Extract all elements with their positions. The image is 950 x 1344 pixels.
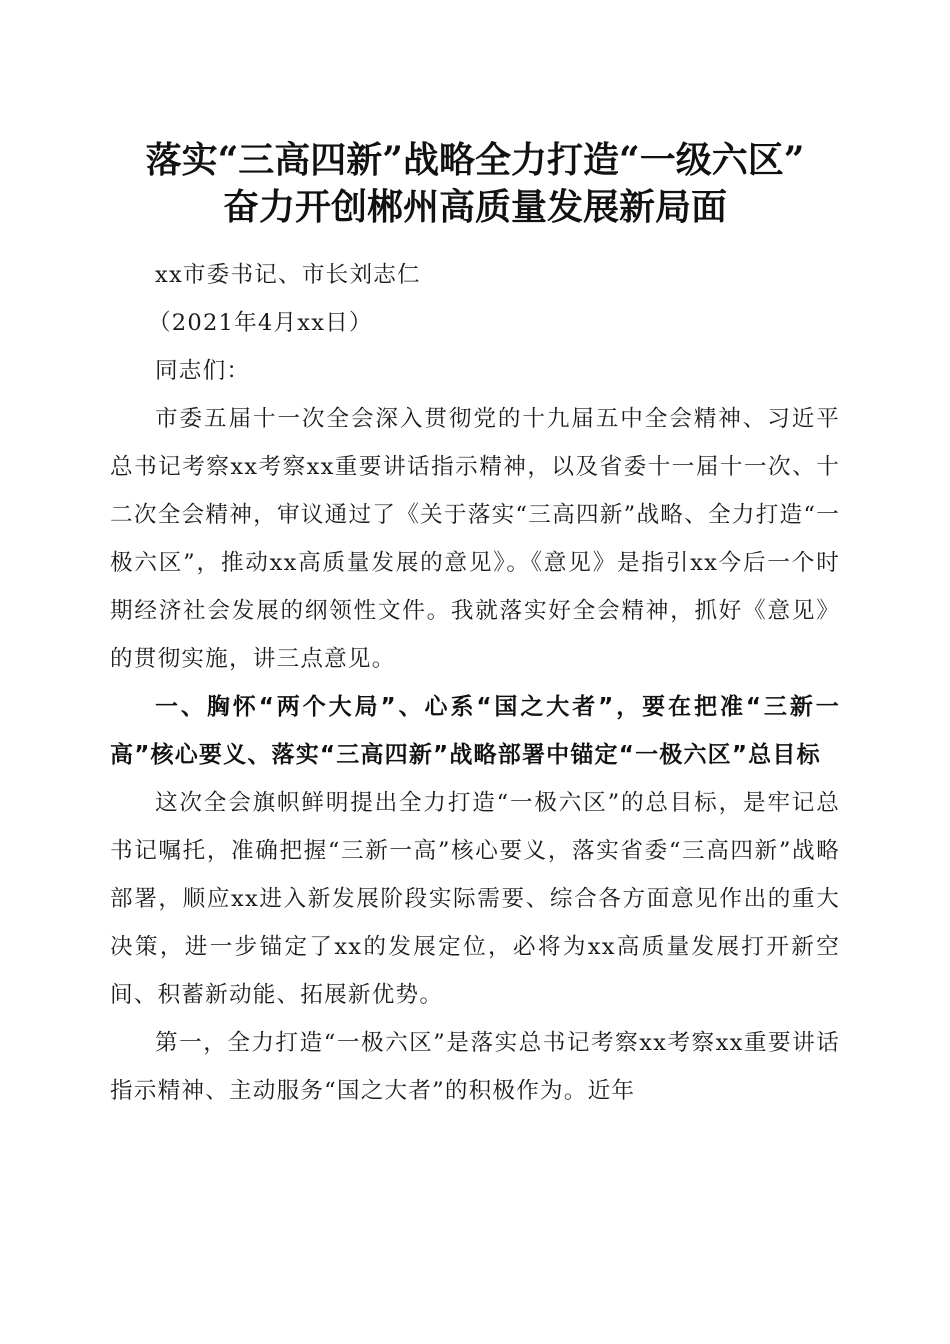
document-body [110,251,840,1115]
section1-paragraph-1: 这次全会旗帜鲜明提出全力打造“一极六区”的总目标，是牢记总书记嘱托，准确把握“三新一高”核心要义，落实省委“三高四新”战略部署，顺应xx进入新发展阶段实际需要、综合各方面意见作出的重大决策，进一步锚定了xx的发展定位，必将为xx高质量发展打开新空间、积蓄新动能、拓展新优势。 [110,790,840,1008]
date-line: （2021年4月xx日） [148,310,373,336]
salutation: 同志们： [155,358,251,384]
author-line: xx市委书记、市长刘志仁 [155,262,421,288]
document-title-line-1: 落实“三高四新”战略全力打造“一级六区” [145,139,805,181]
intro-paragraph: 市委五届十一次全会深入贯彻党的十九届五中全会精神、习近平总书记考察xx考察xx重要讲话指示精神，以及省委十一届十一次、十二次全会精神，审议通过了《关于落实“三高四新”战略、全力打造“一极六区”，推动xx高质量发展的意见》。《意见》是指引xx今后一个时期经济社会发展的纲领性文件。我就落实好全会精神，抓好《意见》的贯彻实施，讲三点意见。 [110,406,840,672]
section-heading-1: 一、胸怀“两个大局”、心系“国之大者”，要在把准“三新一高”核心要义、落实“三高四新”战略部署中锚定“一极六区”总目标 [110,694,840,768]
document-title-line-2: 奋力开创郴州高质量发展新局面 [222,186,727,228]
section1-paragraph-2: 第一，全力打造“一极六区”是落实总书记考察xx考察xx重要讲话指示精神、主动服务“国之大者”的积极作为。近年 [110,1030,840,1104]
